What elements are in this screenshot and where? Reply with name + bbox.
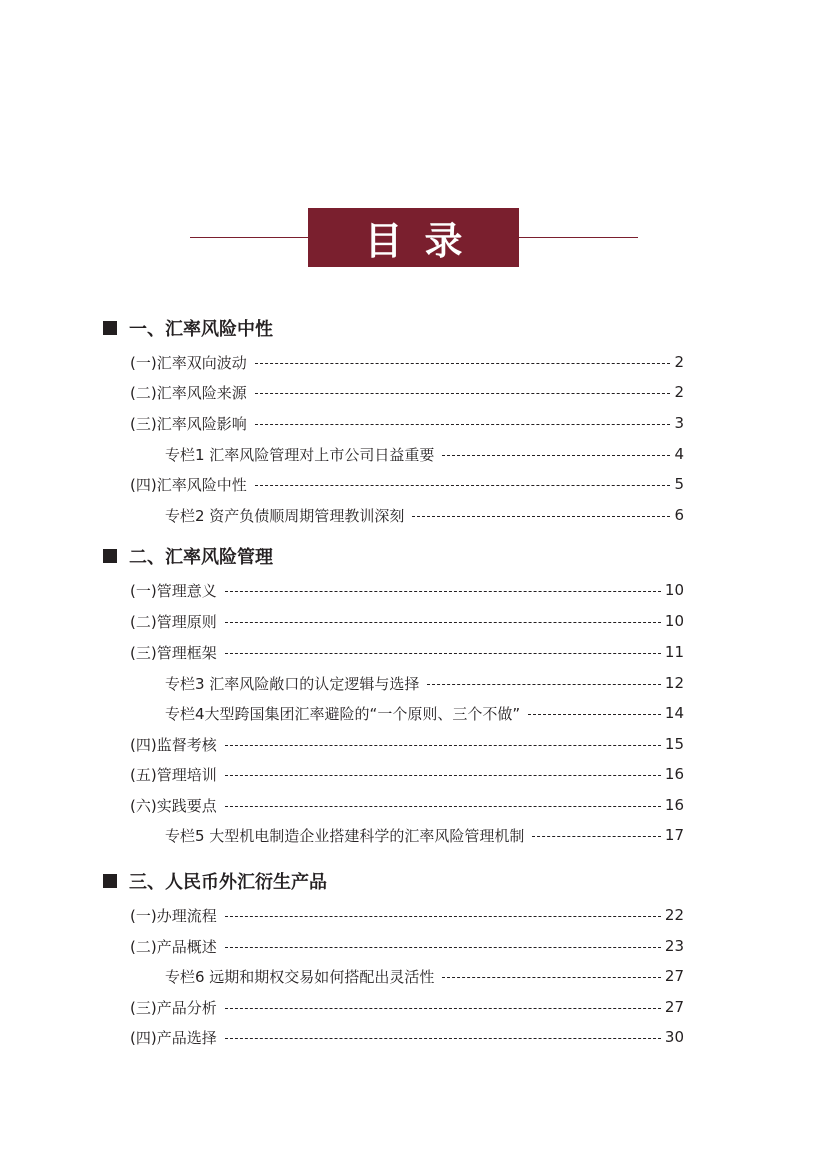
bullet-square-icon — [103, 321, 117, 335]
toc-entry[interactable] — [130, 610, 684, 632]
toc-sidebar-entry[interactable] — [165, 504, 684, 526]
dot-leader — [225, 653, 661, 654]
dot-leader — [442, 977, 661, 978]
dot-leader — [225, 916, 661, 917]
section-heading[interactable] — [103, 543, 273, 569]
toc-sidebar-entry[interactable] — [165, 672, 684, 694]
toc-entry[interactable] — [130, 351, 684, 373]
toc-entry-label: (六)实践要点 — [130, 796, 217, 815]
toc-entry-label: (二)产品概述 — [130, 937, 217, 956]
toc-entry-page: 27 — [664, 998, 684, 1016]
toc-entry[interactable] — [130, 381, 684, 403]
dot-leader — [225, 745, 661, 746]
toc-entry-page: 16 — [664, 796, 684, 814]
dot-leader — [255, 485, 671, 486]
section-heading-text: 一、汇率风险中性 — [129, 319, 273, 340]
bullet-square-icon — [103, 874, 117, 888]
toc-entry-label: 专栏1 汇率风险管理对上市公司日益重要 — [165, 445, 435, 464]
toc-entry[interactable] — [130, 579, 684, 601]
toc-entry-page: 5 — [674, 475, 684, 493]
toc-sidebar-entry[interactable] — [165, 702, 684, 724]
dot-leader — [225, 622, 661, 623]
toc-entry-page: 12 — [664, 674, 684, 692]
bullet-square-icon — [103, 549, 117, 563]
dot-leader — [255, 424, 671, 425]
toc-entry[interactable] — [130, 641, 684, 663]
dot-leader — [225, 1038, 661, 1039]
toc-entry-page: 10 — [664, 581, 684, 599]
dot-leader — [255, 393, 671, 394]
dot-leader — [528, 714, 661, 715]
toc-entry[interactable] — [130, 1026, 684, 1048]
section-heading[interactable] — [103, 315, 273, 341]
toc-entry-page: 14 — [664, 704, 684, 722]
toc-entry[interactable] — [130, 763, 684, 785]
toc-entry-page: 4 — [674, 445, 684, 463]
toc-entry-page: 2 — [674, 383, 684, 401]
toc-entry-page: 27 — [664, 967, 684, 985]
toc-entry-label: (五)管理培训 — [130, 765, 217, 784]
dot-leader — [412, 516, 670, 517]
dot-leader — [255, 363, 671, 364]
toc-entry-label: 专栏3 汇率风险敞口的认定逻辑与选择 — [165, 674, 420, 693]
toc-entry[interactable] — [130, 733, 684, 755]
toc-entry-page: 17 — [664, 826, 684, 844]
toc-entry-label: 专栏2 资产负债顺周期管理教训深刻 — [165, 506, 405, 525]
toc-entry-page: 30 — [664, 1028, 684, 1046]
toc-entry-label: (四)产品选择 — [130, 1028, 217, 1047]
toc-entry-page: 23 — [664, 937, 684, 955]
toc-sidebar-entry[interactable] — [165, 443, 684, 465]
toc-entry[interactable] — [130, 794, 684, 816]
toc-entry-label: (三)产品分析 — [130, 998, 217, 1017]
toc-entry-label: 专栏5 大型机电制造企业搭建科学的汇率风险管理机制 — [165, 826, 525, 845]
toc-entry-label: (一)汇率双向波动 — [130, 353, 247, 372]
toc-entry-label: (一)管理意义 — [130, 581, 217, 600]
section-heading-text: 三、人民币外汇衍生产品 — [129, 872, 327, 893]
section-heading-text: 二、汇率风险管理 — [129, 547, 273, 568]
toc-entry-page: 3 — [674, 414, 684, 432]
dot-leader — [225, 806, 661, 807]
toc-entry[interactable] — [130, 412, 684, 434]
toc-entry-page: 22 — [664, 906, 684, 924]
toc-entry-label: 专栏6 远期和期权交易如何搭配出灵活性 — [165, 967, 435, 986]
toc-entry-label: (三)汇率风险影响 — [130, 414, 247, 433]
toc-entry-page: 2 — [674, 353, 684, 371]
toc-sidebar-entry[interactable] — [165, 824, 684, 846]
toc-entry-page: 16 — [664, 765, 684, 783]
toc-entry-label: (四)汇率风险中性 — [130, 475, 247, 494]
toc-entry-label: (四)监督考核 — [130, 735, 217, 754]
toc-entry-label: (三)管理框架 — [130, 643, 217, 662]
toc-title: 目录 — [308, 208, 519, 267]
toc-entry-page: 11 — [664, 643, 684, 661]
dot-leader — [442, 455, 670, 456]
dot-leader — [225, 775, 661, 776]
dot-leader — [225, 1008, 661, 1009]
toc-entry-page: 6 — [674, 506, 684, 524]
toc-entry-page: 10 — [664, 612, 684, 630]
toc-entry-label: (一)办理流程 — [130, 906, 217, 925]
dot-leader — [427, 684, 661, 685]
toc-entry-label: (二)汇率风险来源 — [130, 383, 247, 402]
toc-sidebar-entry[interactable] — [165, 965, 684, 987]
toc-entry[interactable] — [130, 473, 684, 495]
toc-entry-label: 专栏4大型跨国集团汇率避险的“一个原则、三个不做” — [165, 704, 521, 723]
toc-entry[interactable] — [130, 996, 684, 1018]
dot-leader — [225, 591, 661, 592]
toc-entry[interactable] — [130, 904, 684, 926]
section-heading[interactable] — [103, 868, 327, 894]
dot-leader — [532, 836, 661, 837]
toc-entry-label: (二)管理原则 — [130, 612, 217, 631]
toc-entry-page: 15 — [664, 735, 684, 753]
dot-leader — [225, 947, 661, 948]
toc-entry[interactable] — [130, 935, 684, 957]
